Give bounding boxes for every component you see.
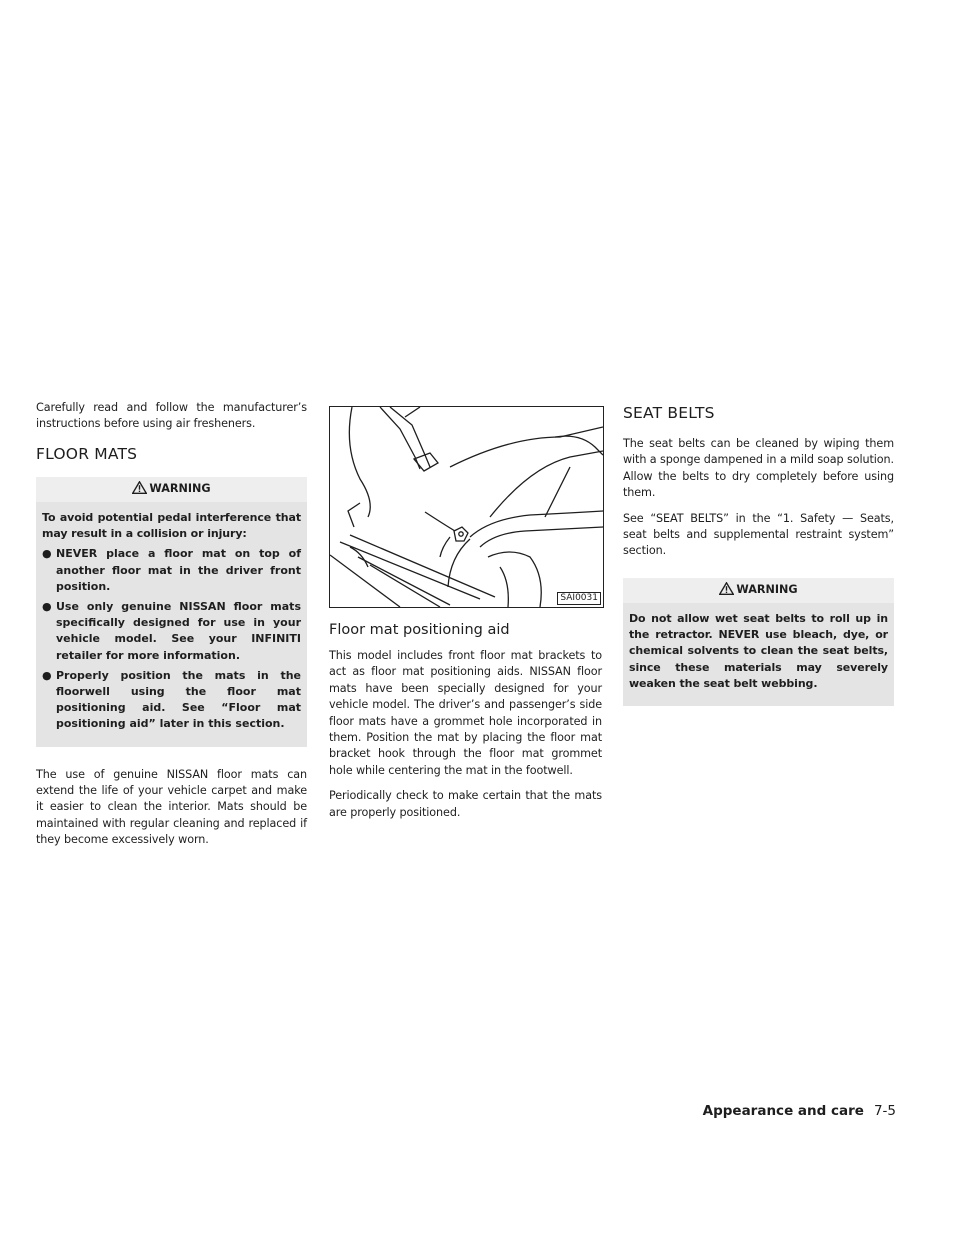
seat-belts-cleaning-paragraph: The seat belts can be cleaned by wiping them with a sponge dampened in a mild soap solution. Allow the belts to dry completely before using them. — [623, 437, 894, 500]
warning-title: WARNING — [623, 578, 894, 603]
warning-bullet: ● Properly position the mats in the floorwell using the floor mat positioning aid. See “Floor mat positioning aid” later in this section. — [42, 668, 301, 731]
section-heading-seat-belts: SEAT BELTS — [623, 404, 715, 422]
warning-box-floor-mats — [36, 477, 307, 747]
warning-triangle-icon — [719, 582, 734, 595]
seat-belts-warning-text: Do not allow wet seat belts to roll up in the retractor. NEVER use bleach, dye, or chemical solvents to clean the seat belts, since these materials may severely weaken the seat belt webbing. — [629, 612, 888, 690]
page-number: 7-5 — [873, 1103, 896, 1119]
warning-bullet: ● Use only genuine NISSAN floor mats specifically designed for use in your vehicle model. See your INFINITI retailer for more information. — [42, 600, 301, 662]
warning-lead: To avoid potential pedal interference that may result in a collision or injury: — [42, 511, 301, 541]
bullet-marker: ● — [42, 600, 52, 614]
figure-code-label: SAI0031 — [557, 592, 601, 605]
bullet-marker: ● — [42, 668, 52, 682]
section-heading-floor-mats: FLOOR MATS — [36, 444, 138, 463]
bullet-marker: ● — [42, 547, 52, 561]
floor-mat-bracket-illustration — [329, 406, 604, 608]
column-left — [36, 400, 307, 858]
warning-box-seat-belts — [623, 578, 894, 706]
seat-belts-reference-paragraph: See “SEAT BELTS” in the “1. Safety — Seats, seat belts and supplemental restraint system” section. — [623, 511, 894, 558]
warning-triangle-icon — [132, 481, 147, 494]
warning-title: WARNING — [36, 477, 307, 502]
page-footer — [703, 1103, 896, 1119]
positioning-check-paragraph: Periodically check to make certain that the mats are properly positioned. — [329, 789, 602, 819]
intro-paragraph: Carefully read and follow the manufacturer’s instructions before using air fresheners. — [36, 401, 307, 431]
floor-mats-body: The use of genuine NISSAN floor mats can extend the life of your vehicle carpet and make it easier to clean the interior. Mats should be maintained with regular cleaning and replaced if they become excessively worn. — [36, 767, 307, 847]
column-middle — [329, 400, 602, 830]
warning-bullet-list — [42, 546, 301, 732]
subsection-heading-positioning-aid: Floor mat positioning aid — [329, 622, 510, 638]
column-right — [623, 400, 894, 726]
line-drawing — [330, 407, 603, 607]
warning-bullet: ● NEVER place a floor mat on top of another floor mat in the driver front position. — [42, 547, 301, 593]
footer-section-name: Appearance and care — [702, 1103, 864, 1119]
positioning-aid-paragraph: This model includes front floor mat brackets to act as floor mat positioning aids. NISSAN floor mats have been specially designed for your vehicle model. The driver’s and passenger’s side floor mats have a grommet hole incorporated in them. Position the mat by placing the floor mat bracket hook through the floor mat grommet hole while centering the mat in the footwell. — [329, 649, 602, 777]
